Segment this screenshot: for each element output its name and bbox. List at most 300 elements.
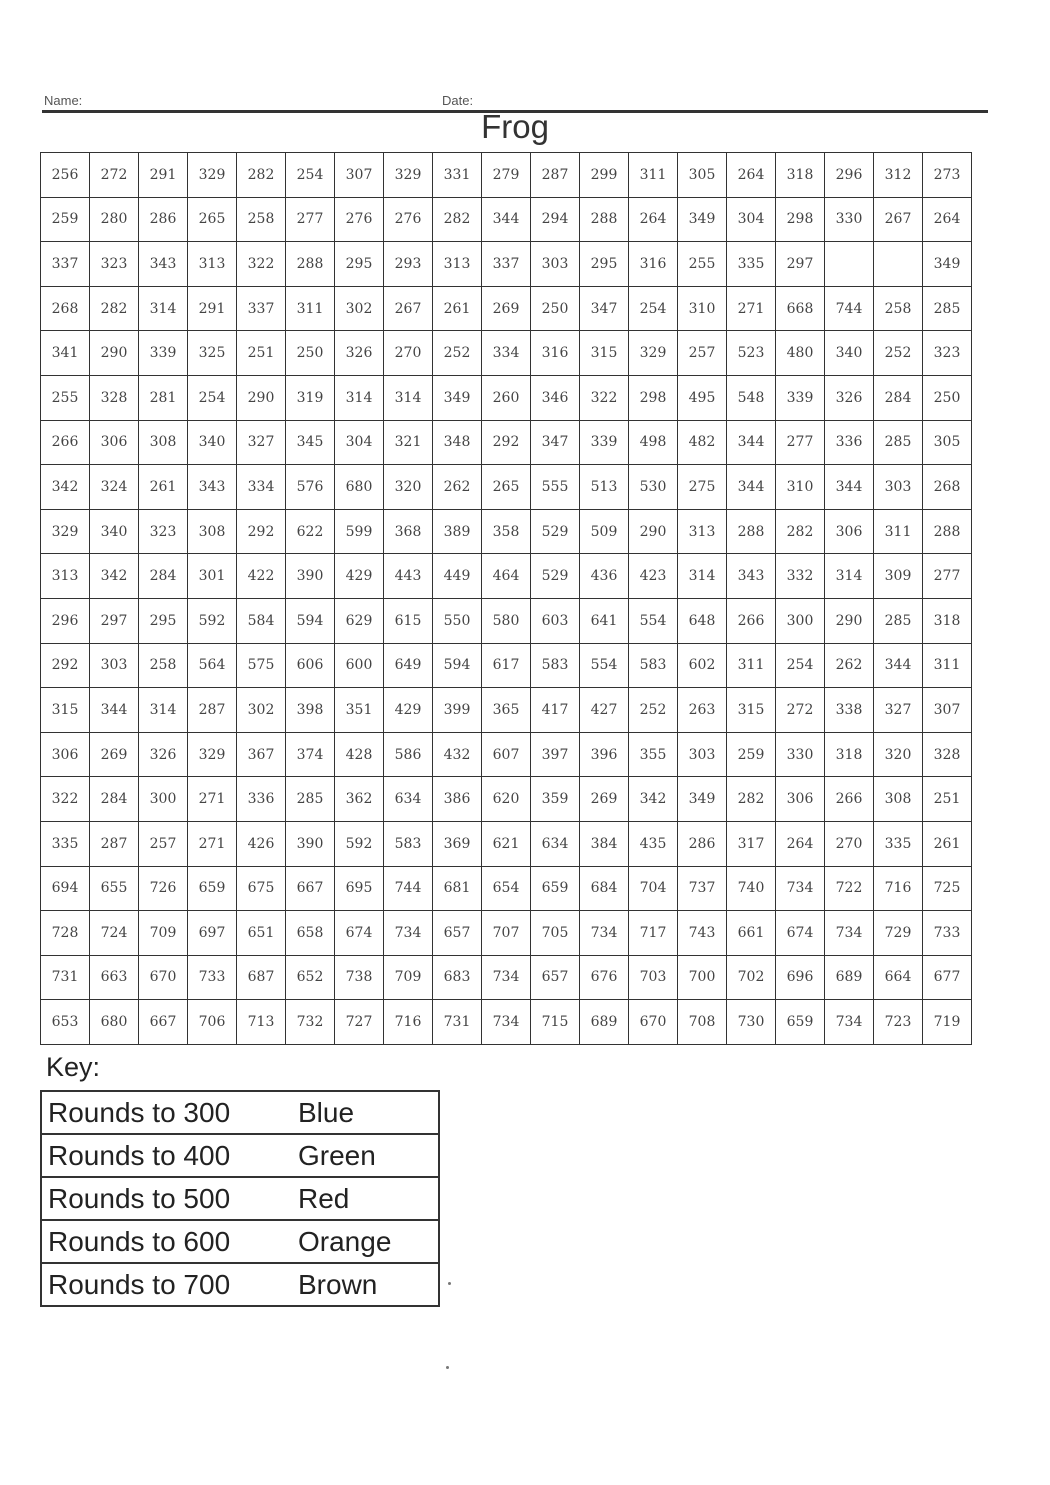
grid-cell[interactable]: 368 — [384, 509, 433, 554]
grid-cell[interactable]: 255 — [678, 242, 727, 287]
grid-cell[interactable]: 592 — [188, 598, 237, 643]
grid-cell[interactable]: 305 — [923, 420, 972, 465]
grid-cell[interactable]: 603 — [531, 598, 580, 643]
grid-cell[interactable]: 325 — [188, 331, 237, 376]
grid-cell[interactable]: 449 — [433, 554, 482, 599]
grid-cell[interactable]: 285 — [923, 286, 972, 331]
grid-cell[interactable]: 317 — [727, 821, 776, 866]
grid-cell[interactable]: 291 — [139, 153, 188, 198]
grid-cell[interactable]: 313 — [433, 242, 482, 287]
grid-cell[interactable]: 358 — [482, 509, 531, 554]
grid-cell[interactable]: 334 — [482, 331, 531, 376]
grid-cell[interactable]: 290 — [825, 598, 874, 643]
grid-cell[interactable]: 298 — [776, 197, 825, 242]
grid-cell[interactable]: 351 — [335, 688, 384, 733]
grid-cell[interactable]: 252 — [433, 331, 482, 376]
grid-cell[interactable]: 304 — [727, 197, 776, 242]
grid-cell[interactable]: 443 — [384, 554, 433, 599]
grid-cell[interactable]: 252 — [874, 331, 923, 376]
grid-cell[interactable]: 343 — [139, 242, 188, 287]
grid-cell[interactable]: 737 — [678, 866, 727, 911]
grid-cell[interactable]: 261 — [923, 821, 972, 866]
grid-cell[interactable] — [825, 242, 874, 287]
grid-cell[interactable]: 676 — [580, 955, 629, 1000]
grid-cell[interactable]: 314 — [384, 375, 433, 420]
grid-cell[interactable]: 480 — [776, 331, 825, 376]
grid-cell[interactable]: 324 — [90, 465, 139, 510]
grid-cell[interactable]: 269 — [482, 286, 531, 331]
grid-cell[interactable]: 250 — [923, 375, 972, 420]
grid-cell[interactable]: 602 — [678, 643, 727, 688]
grid-cell[interactable]: 389 — [433, 509, 482, 554]
grid-cell[interactable]: 288 — [580, 197, 629, 242]
grid-cell[interactable]: 513 — [580, 465, 629, 510]
grid-cell[interactable]: 592 — [335, 821, 384, 866]
grid-cell[interactable]: 733 — [923, 911, 972, 956]
grid-cell[interactable]: 276 — [335, 197, 384, 242]
grid-cell[interactable]: 730 — [727, 1000, 776, 1045]
grid-cell[interactable]: 724 — [90, 911, 139, 956]
grid-cell[interactable]: 336 — [825, 420, 874, 465]
grid-cell[interactable]: 281 — [139, 375, 188, 420]
grid-cell[interactable]: 323 — [923, 331, 972, 376]
grid-cell[interactable]: 622 — [286, 509, 335, 554]
grid-cell[interactable]: 667 — [286, 866, 335, 911]
grid-cell[interactable]: 303 — [90, 643, 139, 688]
grid-cell[interactable]: 436 — [580, 554, 629, 599]
grid-cell[interactable]: 309 — [874, 554, 923, 599]
grid-cell[interactable]: 734 — [825, 911, 874, 956]
grid-cell[interactable]: 306 — [41, 732, 90, 777]
grid-cell[interactable]: 329 — [41, 509, 90, 554]
grid-cell[interactable]: 349 — [678, 777, 727, 822]
grid-cell[interactable]: 594 — [286, 598, 335, 643]
grid-cell[interactable]: 689 — [580, 1000, 629, 1045]
grid-cell[interactable]: 318 — [825, 732, 874, 777]
grid-cell[interactable]: 340 — [188, 420, 237, 465]
grid-cell[interactable]: 365 — [482, 688, 531, 733]
grid-cell[interactable]: 344 — [727, 465, 776, 510]
grid-cell[interactable]: 311 — [727, 643, 776, 688]
grid-cell[interactable]: 670 — [629, 1000, 678, 1045]
grid-cell[interactable]: 734 — [825, 1000, 874, 1045]
grid-cell[interactable]: 696 — [776, 955, 825, 1000]
grid-cell[interactable]: 583 — [629, 643, 678, 688]
grid-cell[interactable]: 264 — [923, 197, 972, 242]
grid-cell[interactable]: 529 — [531, 554, 580, 599]
grid-cell[interactable]: 355 — [629, 732, 678, 777]
grid-cell[interactable]: 326 — [335, 331, 384, 376]
grid-cell[interactable]: 277 — [286, 197, 335, 242]
grid-cell[interactable]: 287 — [90, 821, 139, 866]
grid-cell[interactable]: 329 — [629, 331, 678, 376]
grid-cell[interactable]: 657 — [433, 911, 482, 956]
grid-cell[interactable]: 299 — [580, 153, 629, 198]
grid-cell[interactable]: 344 — [874, 643, 923, 688]
grid-cell[interactable]: 428 — [335, 732, 384, 777]
grid-cell[interactable]: 300 — [139, 777, 188, 822]
grid-cell[interactable]: 340 — [90, 509, 139, 554]
grid-cell[interactable]: 251 — [237, 331, 286, 376]
grid-cell[interactable]: 259 — [41, 197, 90, 242]
grid-cell[interactable]: 329 — [384, 153, 433, 198]
grid-cell[interactable]: 707 — [482, 911, 531, 956]
grid-cell[interactable]: 313 — [188, 242, 237, 287]
grid-cell[interactable]: 256 — [41, 153, 90, 198]
grid-cell[interactable]: 649 — [384, 643, 433, 688]
grid-cell[interactable]: 600 — [335, 643, 384, 688]
grid-cell[interactable]: 689 — [825, 955, 874, 1000]
grid-cell[interactable]: 342 — [41, 465, 90, 510]
grid-cell[interactable]: 335 — [727, 242, 776, 287]
grid-cell[interactable]: 734 — [482, 1000, 531, 1045]
grid-cell[interactable]: 384 — [580, 821, 629, 866]
grid-cell[interactable]: 397 — [531, 732, 580, 777]
grid-cell[interactable]: 254 — [188, 375, 237, 420]
grid-cell[interactable]: 262 — [825, 643, 874, 688]
grid-cell[interactable]: 734 — [580, 911, 629, 956]
grid-cell[interactable]: 271 — [727, 286, 776, 331]
grid-cell[interactable]: 706 — [188, 1000, 237, 1045]
grid-cell[interactable]: 530 — [629, 465, 678, 510]
grid-cell[interactable]: 315 — [727, 688, 776, 733]
grid-cell[interactable]: 509 — [580, 509, 629, 554]
grid-cell[interactable]: 282 — [237, 153, 286, 198]
grid-cell[interactable]: 331 — [433, 153, 482, 198]
grid-cell[interactable]: 303 — [531, 242, 580, 287]
grid-cell[interactable]: 599 — [335, 509, 384, 554]
grid-cell[interactable]: 464 — [482, 554, 531, 599]
grid-cell[interactable]: 323 — [139, 509, 188, 554]
grid-cell[interactable]: 725 — [923, 866, 972, 911]
grid-cell[interactable]: 269 — [580, 777, 629, 822]
grid-cell[interactable]: 303 — [678, 732, 727, 777]
grid-cell[interactable]: 362 — [335, 777, 384, 822]
grid-cell[interactable]: 269 — [90, 732, 139, 777]
grid-cell[interactable]: 621 — [482, 821, 531, 866]
grid-cell[interactable]: 314 — [678, 554, 727, 599]
grid-cell[interactable]: 426 — [237, 821, 286, 866]
grid-cell[interactable]: 266 — [825, 777, 874, 822]
grid-cell[interactable]: 349 — [433, 375, 482, 420]
grid-cell[interactable]: 680 — [90, 1000, 139, 1045]
grid-cell[interactable]: 705 — [531, 911, 580, 956]
grid-cell[interactable]: 722 — [825, 866, 874, 911]
grid-cell[interactable]: 311 — [874, 509, 923, 554]
grid-cell[interactable]: 641 — [580, 598, 629, 643]
grid-cell[interactable]: 301 — [188, 554, 237, 599]
grid-cell[interactable]: 285 — [286, 777, 335, 822]
grid-cell[interactable]: 290 — [629, 509, 678, 554]
grid-cell[interactable]: 291 — [188, 286, 237, 331]
grid-cell[interactable]: 272 — [776, 688, 825, 733]
grid-cell[interactable]: 367 — [237, 732, 286, 777]
grid-cell[interactable]: 263 — [678, 688, 727, 733]
grid-cell[interactable]: 254 — [629, 286, 678, 331]
grid-cell[interactable]: 697 — [188, 911, 237, 956]
grid-cell[interactable]: 729 — [874, 911, 923, 956]
grid-cell[interactable]: 286 — [139, 197, 188, 242]
grid-cell[interactable]: 295 — [335, 242, 384, 287]
grid-cell[interactable]: 342 — [90, 554, 139, 599]
grid-cell[interactable]: 659 — [531, 866, 580, 911]
grid-cell[interactable]: 343 — [727, 554, 776, 599]
grid-cell[interactable]: 655 — [90, 866, 139, 911]
grid-cell[interactable]: 659 — [776, 1000, 825, 1045]
grid-cell[interactable]: 617 — [482, 643, 531, 688]
grid-cell[interactable]: 338 — [825, 688, 874, 733]
grid-cell[interactable]: 327 — [237, 420, 286, 465]
grid-cell[interactable]: 297 — [90, 598, 139, 643]
grid-cell[interactable]: 300 — [776, 598, 825, 643]
grid-cell[interactable]: 339 — [776, 375, 825, 420]
grid-cell[interactable]: 308 — [188, 509, 237, 554]
grid-cell[interactable]: 576 — [286, 465, 335, 510]
grid-cell[interactable]: 303 — [874, 465, 923, 510]
grid-cell[interactable]: 344 — [482, 197, 531, 242]
grid-cell[interactable]: 583 — [384, 821, 433, 866]
grid-cell[interactable]: 663 — [90, 955, 139, 1000]
grid-cell[interactable]: 292 — [41, 643, 90, 688]
grid-cell[interactable]: 339 — [139, 331, 188, 376]
grid-cell[interactable]: 580 — [482, 598, 531, 643]
grid-cell[interactable]: 653 — [41, 1000, 90, 1045]
grid-cell[interactable]: 728 — [41, 911, 90, 956]
grid-cell[interactable]: 620 — [482, 777, 531, 822]
grid-cell[interactable]: 292 — [237, 509, 286, 554]
grid-cell[interactable]: 252 — [629, 688, 678, 733]
grid-cell[interactable]: 284 — [874, 375, 923, 420]
grid-cell[interactable]: 343 — [188, 465, 237, 510]
grid-cell[interactable]: 606 — [286, 643, 335, 688]
grid-cell[interactable]: 667 — [139, 1000, 188, 1045]
grid-cell[interactable]: 700 — [678, 955, 727, 1000]
grid-cell[interactable]: 282 — [727, 777, 776, 822]
grid-cell[interactable]: 495 — [678, 375, 727, 420]
grid-cell[interactable]: 251 — [923, 777, 972, 822]
grid-cell[interactable]: 316 — [629, 242, 678, 287]
grid-cell[interactable]: 314 — [825, 554, 874, 599]
grid-cell[interactable]: 681 — [433, 866, 482, 911]
grid-cell[interactable]: 262 — [433, 465, 482, 510]
grid-cell[interactable]: 323 — [90, 242, 139, 287]
grid-cell[interactable]: 594 — [433, 643, 482, 688]
grid-cell[interactable]: 668 — [776, 286, 825, 331]
grid-cell[interactable]: 329 — [188, 153, 237, 198]
grid-cell[interactable]: 265 — [188, 197, 237, 242]
grid-cell[interactable]: 306 — [825, 509, 874, 554]
grid-cell[interactable]: 287 — [188, 688, 237, 733]
grid-cell[interactable]: 709 — [139, 911, 188, 956]
grid-cell[interactable]: 359 — [531, 777, 580, 822]
grid-cell[interactable]: 293 — [384, 242, 433, 287]
grid-cell[interactable]: 695 — [335, 866, 384, 911]
grid-cell[interactable]: 607 — [482, 732, 531, 777]
grid-cell[interactable]: 261 — [139, 465, 188, 510]
grid-cell[interactable]: 654 — [482, 866, 531, 911]
grid-cell[interactable]: 276 — [384, 197, 433, 242]
grid-cell[interactable]: 435 — [629, 821, 678, 866]
grid-cell[interactable]: 575 — [237, 643, 286, 688]
grid-cell[interactable]: 743 — [678, 911, 727, 956]
grid-cell[interactable]: 305 — [678, 153, 727, 198]
grid-cell[interactable]: 677 — [923, 955, 972, 1000]
grid-cell[interactable]: 734 — [384, 911, 433, 956]
grid-cell[interactable]: 311 — [923, 643, 972, 688]
grid-cell[interactable]: 335 — [874, 821, 923, 866]
grid-cell[interactable] — [874, 242, 923, 287]
grid-cell[interactable]: 296 — [825, 153, 874, 198]
grid-cell[interactable]: 313 — [41, 554, 90, 599]
grid-cell[interactable]: 271 — [188, 821, 237, 866]
grid-cell[interactable]: 318 — [776, 153, 825, 198]
grid-cell[interactable]: 564 — [188, 643, 237, 688]
grid-cell[interactable]: 320 — [384, 465, 433, 510]
grid-cell[interactable]: 315 — [41, 688, 90, 733]
grid-cell[interactable]: 264 — [727, 153, 776, 198]
grid-cell[interactable]: 344 — [727, 420, 776, 465]
grid-cell[interactable]: 314 — [139, 286, 188, 331]
grid-cell[interactable]: 297 — [776, 242, 825, 287]
grid-cell[interactable]: 652 — [286, 955, 335, 1000]
grid-cell[interactable]: 661 — [727, 911, 776, 956]
grid-cell[interactable]: 284 — [139, 554, 188, 599]
grid-cell[interactable]: 337 — [41, 242, 90, 287]
grid-cell[interactable]: 554 — [580, 643, 629, 688]
grid-cell[interactable]: 314 — [335, 375, 384, 420]
grid-cell[interactable]: 286 — [678, 821, 727, 866]
grid-cell[interactable]: 258 — [237, 197, 286, 242]
grid-cell[interactable]: 731 — [41, 955, 90, 1000]
grid-cell[interactable]: 319 — [286, 375, 335, 420]
grid-cell[interactable]: 657 — [531, 955, 580, 1000]
grid-cell[interactable]: 310 — [678, 286, 727, 331]
grid-cell[interactable]: 344 — [90, 688, 139, 733]
grid-cell[interactable]: 374 — [286, 732, 335, 777]
grid-cell[interactable]: 423 — [629, 554, 678, 599]
grid-cell[interactable]: 615 — [384, 598, 433, 643]
grid-cell[interactable]: 271 — [188, 777, 237, 822]
grid-cell[interactable]: 267 — [384, 286, 433, 331]
grid-cell[interactable]: 417 — [531, 688, 580, 733]
grid-cell[interactable]: 277 — [776, 420, 825, 465]
grid-cell[interactable]: 261 — [433, 286, 482, 331]
grid-cell[interactable]: 258 — [139, 643, 188, 688]
grid-cell[interactable]: 427 — [580, 688, 629, 733]
grid-cell[interactable]: 330 — [825, 197, 874, 242]
grid-cell[interactable]: 336 — [237, 777, 286, 822]
grid-cell[interactable]: 348 — [433, 420, 482, 465]
grid-cell[interactable]: 273 — [923, 153, 972, 198]
grid-cell[interactable]: 659 — [188, 866, 237, 911]
grid-cell[interactable]: 266 — [727, 598, 776, 643]
grid-cell[interactable]: 311 — [286, 286, 335, 331]
grid-cell[interactable]: 734 — [482, 955, 531, 1000]
grid-cell[interactable]: 583 — [531, 643, 580, 688]
grid-cell[interactable]: 399 — [433, 688, 482, 733]
grid-cell[interactable]: 328 — [90, 375, 139, 420]
grid-cell[interactable]: 302 — [335, 286, 384, 331]
grid-cell[interactable]: 284 — [90, 777, 139, 822]
grid-cell[interactable]: 734 — [776, 866, 825, 911]
grid-cell[interactable]: 288 — [286, 242, 335, 287]
grid-cell[interactable]: 322 — [237, 242, 286, 287]
grid-cell[interactable]: 390 — [286, 554, 335, 599]
grid-cell[interactable]: 731 — [433, 1000, 482, 1045]
grid-cell[interactable]: 314 — [139, 688, 188, 733]
grid-cell[interactable]: 349 — [678, 197, 727, 242]
grid-cell[interactable]: 339 — [580, 420, 629, 465]
grid-cell[interactable]: 320 — [874, 732, 923, 777]
grid-cell[interactable]: 744 — [825, 286, 874, 331]
grid-cell[interactable]: 326 — [139, 732, 188, 777]
grid-cell[interactable]: 687 — [237, 955, 286, 1000]
grid-cell[interactable]: 629 — [335, 598, 384, 643]
grid-cell[interactable]: 279 — [482, 153, 531, 198]
grid-cell[interactable]: 715 — [531, 1000, 580, 1045]
grid-cell[interactable]: 267 — [874, 197, 923, 242]
grid-cell[interactable]: 313 — [678, 509, 727, 554]
grid-cell[interactable]: 260 — [482, 375, 531, 420]
grid-cell[interactable]: 288 — [923, 509, 972, 554]
grid-cell[interactable]: 254 — [286, 153, 335, 198]
grid-cell[interactable]: 282 — [433, 197, 482, 242]
grid-cell[interactable]: 396 — [580, 732, 629, 777]
grid-cell[interactable]: 584 — [237, 598, 286, 643]
grid-cell[interactable]: 523 — [727, 331, 776, 376]
grid-cell[interactable]: 342 — [629, 777, 678, 822]
grid-cell[interactable]: 586 — [384, 732, 433, 777]
grid-cell[interactable]: 308 — [874, 777, 923, 822]
grid-cell[interactable]: 312 — [874, 153, 923, 198]
grid-cell[interactable]: 308 — [139, 420, 188, 465]
grid-cell[interactable]: 345 — [286, 420, 335, 465]
grid-cell[interactable]: 555 — [531, 465, 580, 510]
grid-cell[interactable]: 550 — [433, 598, 482, 643]
grid-cell[interactable]: 432 — [433, 732, 482, 777]
grid-cell[interactable]: 329 — [188, 732, 237, 777]
grid-cell[interactable]: 335 — [41, 821, 90, 866]
grid-cell[interactable]: 280 — [90, 197, 139, 242]
grid-cell[interactable]: 744 — [384, 866, 433, 911]
grid-cell[interactable]: 634 — [384, 777, 433, 822]
grid-cell[interactable]: 326 — [825, 375, 874, 420]
grid-cell[interactable]: 429 — [384, 688, 433, 733]
grid-cell[interactable]: 296 — [41, 598, 90, 643]
grid-cell[interactable]: 282 — [776, 509, 825, 554]
grid-cell[interactable]: 307 — [335, 153, 384, 198]
grid-cell[interactable]: 733 — [188, 955, 237, 1000]
grid-cell[interactable]: 315 — [580, 331, 629, 376]
grid-cell[interactable]: 327 — [874, 688, 923, 733]
grid-cell[interactable]: 346 — [531, 375, 580, 420]
grid-cell[interactable]: 282 — [90, 286, 139, 331]
grid-cell[interactable]: 310 — [776, 465, 825, 510]
grid-cell[interactable]: 302 — [237, 688, 286, 733]
grid-cell[interactable]: 295 — [580, 242, 629, 287]
grid-cell[interactable]: 716 — [384, 1000, 433, 1045]
grid-cell[interactable]: 726 — [139, 866, 188, 911]
grid-cell[interactable]: 347 — [580, 286, 629, 331]
grid-cell[interactable]: 288 — [727, 509, 776, 554]
grid-cell[interactable]: 311 — [629, 153, 678, 198]
grid-cell[interactable]: 259 — [727, 732, 776, 777]
grid-cell[interactable]: 704 — [629, 866, 678, 911]
grid-cell[interactable]: 318 — [923, 598, 972, 643]
grid-cell[interactable]: 341 — [41, 331, 90, 376]
grid-cell[interactable]: 270 — [825, 821, 874, 866]
grid-cell[interactable]: 295 — [139, 598, 188, 643]
